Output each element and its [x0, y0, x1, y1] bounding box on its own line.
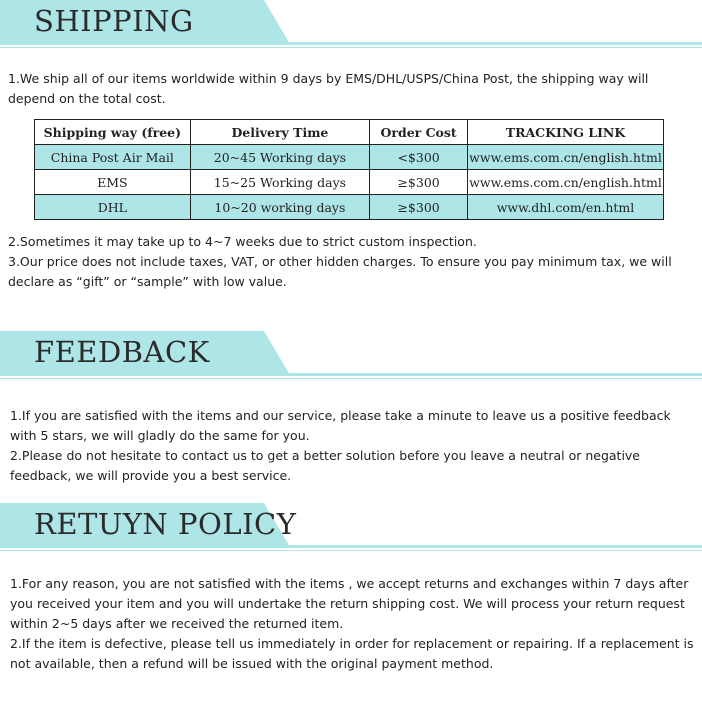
cell-shipping-way: DHL — [35, 195, 191, 220]
cell-order-cost: ≥$300 — [370, 170, 468, 195]
shipping-banner-thin-line — [0, 47, 702, 48]
cell-tracking-link: www.ems.com.cn/english.html — [468, 145, 664, 170]
cell-delivery-time: 20~45 Working days — [190, 145, 370, 170]
table-header-row — [35, 120, 664, 145]
table-row — [35, 145, 664, 170]
shipping-title: SHIPPING — [34, 4, 194, 38]
table-row — [35, 170, 664, 195]
return-policy-paragraph-1: 1.For any reason, you are not satisfied with the items , we accept returns and exchanges within 7 days after you received your item and you will undertake the return shipping cost. We will process your return request within 2~5 days after we received the returned item. — [10, 576, 689, 631]
shipping-banner-line — [0, 42, 702, 45]
header-tracking-link: TRACKING LINK — [468, 120, 664, 145]
shipping-paragraph-2: 2.Sometimes it may take up to 4~7 weeks due to strict custom inspection. — [8, 234, 477, 249]
cell-delivery-time: 10~20 working days — [190, 195, 370, 220]
return-policy-banner-line — [0, 545, 702, 548]
feedback-banner-thin-line — [0, 378, 702, 379]
shipping-table — [34, 119, 664, 220]
cell-order-cost: <$300 — [370, 145, 468, 170]
header-delivery-time: Delivery Time — [190, 120, 370, 145]
feedback-paragraph-1: 1.If you are satisfied with the items and our service, please take a minute to leave us a positive feedback with 5 stars, we will gladly do the same for you. — [10, 408, 671, 443]
header-order-cost: Order Cost — [370, 120, 468, 145]
cell-shipping-way: China Post Air Mail — [35, 145, 191, 170]
return-policy-paragraph-2: 2.If the item is defective, please tell us immediately in order for replacement or repairing. If a replacement is not available, then a refund will be issued with the original payment method. — [10, 636, 694, 671]
return-policy-title: RETUYN POLICY — [34, 507, 297, 541]
shipping-paragraph-3: 3.Our price does not include taxes, VAT, or other hidden charges. To ensure you pay minimum tax, we will declare as “gift” or “sample” with low value. — [8, 254, 672, 289]
cell-tracking-link: www.dhl.com/en.html — [468, 195, 664, 220]
cell-shipping-way: EMS — [35, 170, 191, 195]
table-row — [35, 195, 664, 220]
return-policy-banner-thin-line — [0, 550, 702, 551]
cell-tracking-link: www.ems.com.cn/english.html — [468, 170, 664, 195]
cell-order-cost: ≥$300 — [370, 195, 468, 220]
feedback-banner-line — [0, 373, 702, 376]
header-shipping-way: Shipping way (free) — [35, 120, 191, 145]
feedback-title: FEEDBACK — [34, 335, 210, 369]
shipping-paragraph-1: 1.We ship all of our items worldwide within 9 days by EMS/DHL/USPS/China Post, the shipping way will depend on the total cost. — [8, 71, 649, 106]
cell-delivery-time: 15~25 Working days — [190, 170, 370, 195]
feedback-paragraph-2: 2.Please do not hesitate to contact us to get a better solution before you leave a neutral or negative feedback, we will provide you a best service. — [10, 448, 640, 483]
